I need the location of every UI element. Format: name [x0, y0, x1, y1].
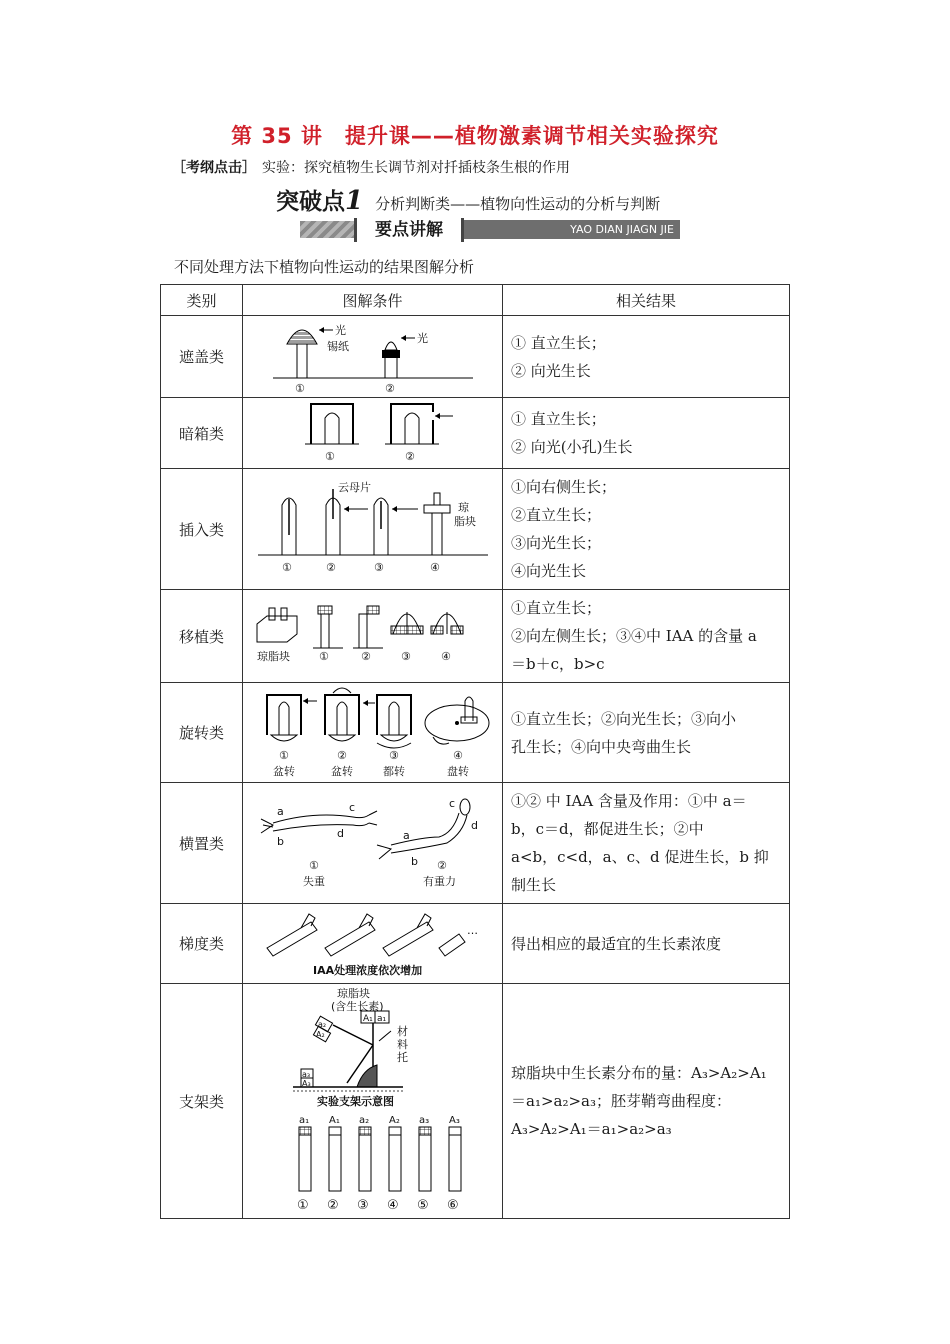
- row-category: 暗箱类: [161, 398, 243, 469]
- support-diagram: [273, 985, 473, 1217]
- row-figure: [243, 783, 503, 904]
- covering-diagram: [273, 320, 473, 394]
- svg-text:a: a: [276, 805, 284, 818]
- svg-text:c: c: [448, 797, 455, 810]
- svg-text:琼脂块: 琼脂块: [336, 987, 370, 1000]
- gradient-diagram: [253, 908, 493, 980]
- svg-text:实验支架示意图: 实验支架示意图: [316, 1095, 394, 1108]
- svg-text:①: ①: [308, 859, 319, 872]
- svg-text:琼脂块: 琼脂块: [256, 650, 290, 663]
- svg-text:琼: 琼: [457, 501, 469, 514]
- syllabus-point: [172, 157, 570, 177]
- transplant-diagram: [253, 598, 493, 674]
- row-category: 插入类: [161, 469, 243, 590]
- svg-text:③: ③: [388, 748, 399, 762]
- svg-text:c: c: [348, 801, 355, 814]
- svg-text:④: ④: [386, 1198, 399, 1213]
- breakthrough-subtitle: 分析判断类——植物向性运动的分析与判断: [375, 195, 661, 213]
- svg-text:a₃: a₃: [301, 1070, 310, 1079]
- svg-text:④: ④: [429, 561, 440, 574]
- svg-text:a₁: a₁: [298, 1115, 309, 1126]
- svg-text:…: …: [466, 923, 478, 937]
- insertion-diagram: [258, 479, 488, 579]
- rotation-diagram: [253, 687, 493, 779]
- row-result: ① 直立生长； ② 向光生长: [503, 316, 790, 398]
- row-category: 支架类: [161, 984, 243, 1219]
- svg-text:①: ①: [324, 450, 335, 463]
- row-category: 横置类: [161, 783, 243, 904]
- results-table: [160, 284, 790, 1219]
- row-figure: [243, 398, 503, 469]
- header-category: 类别: [161, 285, 243, 316]
- row-figure: [243, 904, 503, 984]
- svg-text:③: ③: [356, 1198, 369, 1213]
- svg-text:⑤: ⑤: [416, 1198, 429, 1213]
- svg-text:光: 光: [416, 331, 428, 345]
- breakthrough-label: 突破点: [276, 189, 345, 215]
- svg-text:A₃: A₃: [448, 1115, 460, 1126]
- row-result: ①直立生长；②向光生长；③向小 孔生长；④向中央弯曲生长: [503, 683, 790, 783]
- row-figure: [243, 984, 503, 1219]
- row-category: 梯度类: [161, 904, 243, 984]
- svg-text:a₂: a₂: [358, 1115, 369, 1126]
- svg-text:有重力: 有重力: [422, 875, 456, 888]
- svg-text:d: d: [470, 819, 478, 832]
- row-category: 移植类: [161, 590, 243, 683]
- table-row: [161, 683, 790, 783]
- row-result: ①向右侧生长； ②直立生长； ③向光生长； ④向光生长: [503, 469, 790, 590]
- table-row: [161, 783, 790, 904]
- svg-text:①: ①: [294, 381, 305, 394]
- table-row: [161, 590, 790, 683]
- table-row: [161, 398, 790, 469]
- svg-text:盆转: 盆转: [330, 764, 353, 778]
- svg-text:A₁: A₁: [328, 1115, 340, 1126]
- svg-text:A₂: A₂: [388, 1115, 400, 1126]
- row-category: 旋转类: [161, 683, 243, 783]
- svg-text:②: ②: [326, 1198, 339, 1213]
- svg-text:料: 料: [396, 1038, 408, 1051]
- table-row: [161, 904, 790, 984]
- breakthrough-heading: [276, 183, 660, 216]
- svg-text:②: ②: [436, 859, 447, 872]
- svg-text:②: ②: [404, 450, 415, 463]
- row-result: ①② 中 IAA 含量及作用：①中 a＝ b，c＝d，都促进生长；②中 a<b，c<d，a、c、d 促进生长，b 抑 制生长: [503, 783, 790, 904]
- intro-text: 不同处理方法下植物向性运动的结果图解分析: [174, 258, 475, 276]
- svg-text:④: ④: [440, 650, 451, 663]
- row-figure: [243, 683, 503, 783]
- breakthrough-number: 1: [345, 186, 364, 216]
- svg-text:(含生长素): (含生长素): [330, 1000, 384, 1013]
- svg-text:⑥: ⑥: [446, 1198, 459, 1213]
- header-result: 相关结果: [503, 285, 790, 316]
- svg-text:材: 材: [396, 1025, 408, 1038]
- row-figure: [243, 469, 503, 590]
- row-result: 得出相应的最适宜的生长素浓度: [503, 904, 790, 984]
- svg-text:云母片: 云母片: [337, 481, 371, 494]
- svg-text:盆转: 盆转: [272, 764, 295, 778]
- svg-text:②: ②: [360, 650, 371, 663]
- svg-text:①: ①: [281, 561, 292, 574]
- svg-text:a₂: a₂: [317, 1020, 326, 1029]
- table-header-row: [161, 285, 790, 316]
- table-row: [161, 469, 790, 590]
- svg-text:①: ①: [318, 650, 329, 663]
- page-title: 第 35 讲 提升课——植物激素调节相关实验探究: [231, 124, 719, 148]
- svg-text:a₁: a₁: [376, 1014, 386, 1024]
- svg-text:盘转: 盘转: [446, 764, 469, 778]
- svg-text:③: ③: [400, 650, 411, 663]
- svg-text:②: ②: [336, 748, 347, 762]
- svg-text:锡纸: 锡纸: [326, 339, 349, 353]
- svg-text:②: ②: [384, 381, 395, 394]
- svg-text:③: ③: [373, 561, 384, 574]
- darkbox-diagram: [273, 402, 473, 464]
- svg-text:b: b: [410, 855, 418, 868]
- svg-text:②: ②: [325, 561, 336, 574]
- svg-text:光: 光: [334, 323, 346, 337]
- row-figure: [243, 316, 503, 398]
- svg-text:托: 托: [396, 1051, 408, 1064]
- svg-text:①: ①: [296, 1198, 309, 1213]
- banner-english: YAO DIAN JIAGN JIE: [460, 220, 680, 239]
- header-figure: 图解条件: [243, 285, 503, 316]
- svg-text:①: ①: [278, 748, 289, 762]
- syllabus-tag: ［考纲点击］: [172, 160, 256, 176]
- table-row: [161, 316, 790, 398]
- row-result: ①直立生长； ②向左侧生长；③④中 IAA 的含量 a ＝b＋c，b>c: [503, 590, 790, 683]
- syllabus-text: 实验：探究植物生长调节剂对扦插枝条生根的作用: [262, 160, 570, 176]
- svg-text:脂块: 脂块: [453, 515, 476, 528]
- svg-text:a: a: [402, 829, 410, 842]
- row-category: 遮盖类: [161, 316, 243, 398]
- svg-text:A₁: A₁: [362, 1014, 373, 1024]
- banner-title: 要点讲解: [354, 218, 464, 242]
- svg-text:失重: 失重: [302, 875, 325, 888]
- svg-text:b: b: [276, 835, 284, 848]
- svg-text:④: ④: [452, 748, 463, 762]
- svg-text:A₂: A₂: [315, 1030, 325, 1039]
- row-result: 琼脂块中生长素分布的量：A₃>A₂>A₁ ＝a₁>a₂>a₃；胚芽鞘弯曲程度： A₃>A₂>A₁＝a₁>a₂>a₃: [503, 984, 790, 1219]
- svg-text:d: d: [336, 827, 344, 840]
- horizontal-diagram: [253, 793, 493, 893]
- row-result: ① 直立生长； ② 向光(小孔)生长: [503, 398, 790, 469]
- section-banner: [300, 218, 680, 242]
- svg-text:IAA处理浓度依次增加: IAA处理浓度依次增加: [312, 963, 422, 977]
- svg-text:A₃: A₃: [301, 1079, 311, 1088]
- svg-text:都转: 都转: [382, 764, 405, 778]
- table-row: [161, 984, 790, 1219]
- svg-text:a₃: a₃: [418, 1115, 429, 1126]
- row-figure: [243, 590, 503, 683]
